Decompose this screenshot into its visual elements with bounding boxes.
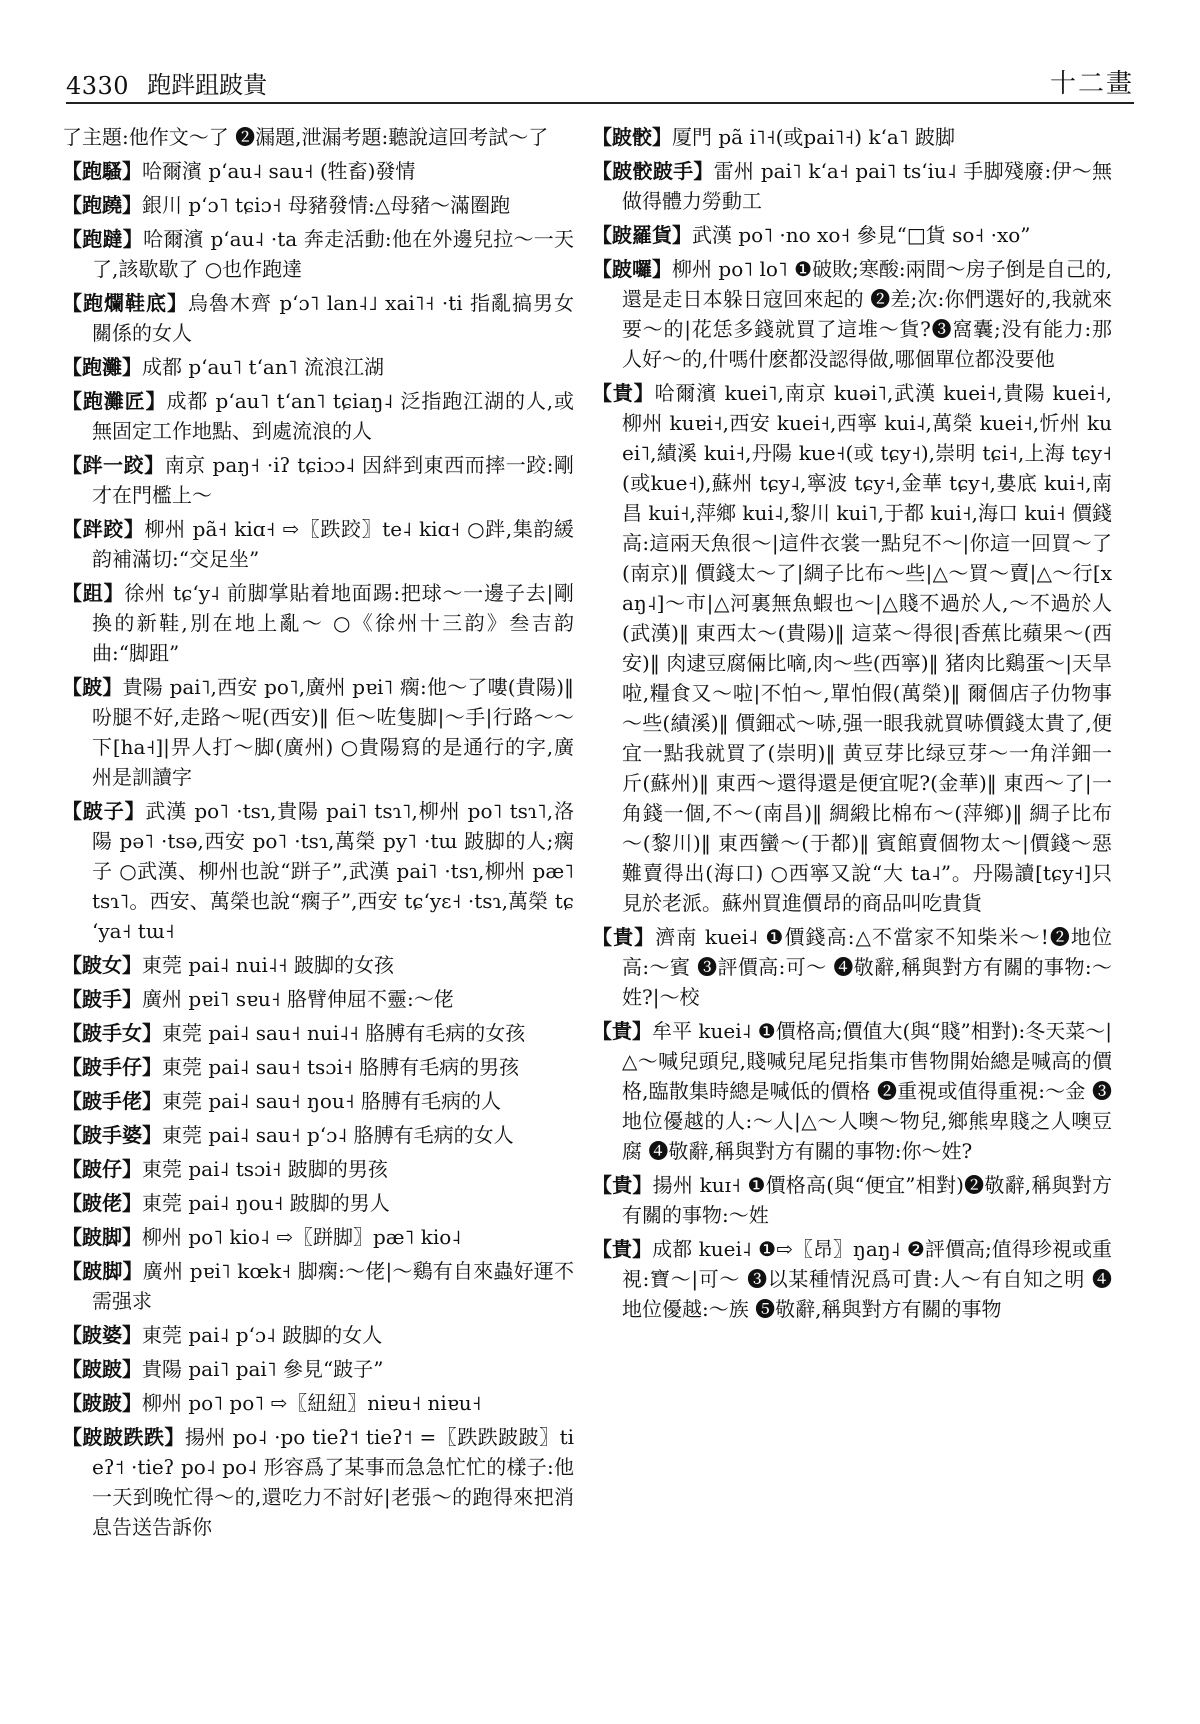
entry-definition: 成都 pʻau˥ tʻan˥ tɕiaŋ˨ 泛指跑江湖的人,或無固定工作地點、到處流浪的人 xyxy=(92,389,575,443)
entry-definition: 東莞 pai˨ nui˨˧ 跛脚的女孩 xyxy=(142,953,394,977)
dictionary-entry xyxy=(62,796,574,946)
header-headwords: 跑跘跙跛貴 xyxy=(147,71,268,99)
entry-headword: 【跛】 xyxy=(62,675,123,699)
entry-definition: 厦門 pã i˥˧(或pai˥˧) kʻa˥ 跛脚 xyxy=(672,125,955,149)
dictionary-entry xyxy=(62,950,574,980)
entry-headword: 【貴】 xyxy=(592,381,655,405)
entry-definition: 廣州 pɐi˥ kœk˧ 脚瘸:～佬|～鷄有自來蟲好運不需强求 xyxy=(92,1259,574,1313)
entry-headword: 【跑灘】 xyxy=(62,355,142,379)
entry-definition: 東莞 pai˨ ŋou˧ 跛脚的男人 xyxy=(142,1191,390,1215)
dictionary-entry xyxy=(62,1052,574,1082)
page-header xyxy=(66,60,1134,100)
dictionary-entry xyxy=(62,224,574,284)
entry-headword: 【跑爛鞋底】 xyxy=(62,291,188,315)
entry-headword: 【跑騷】 xyxy=(62,159,142,183)
dictionary-entry xyxy=(62,156,574,186)
entry-headword: 【跛脚】 xyxy=(62,1225,142,1249)
dictionary-entry xyxy=(62,1320,574,1350)
entry-headword: 【跑蹺】 xyxy=(62,193,142,217)
entry-headword: 【跛子】 xyxy=(62,799,146,823)
dictionary-entry xyxy=(592,254,1112,374)
entry-definition: 柳州 po˥ kio˨ ⇨〖跰脚〗pæ˥ kio˨ xyxy=(142,1225,462,1249)
dictionary-entry xyxy=(62,450,574,510)
entry-headword: 【跛手仔】 xyxy=(62,1055,162,1079)
dictionary-entry xyxy=(62,1018,574,1048)
dictionary-entry xyxy=(62,190,574,220)
dictionary-entry xyxy=(62,1388,574,1418)
entry-definition: 東莞 pai˨ sau˧ tsɔi˧ 胳膊有毛病的男孩 xyxy=(162,1055,520,1079)
entry-definition: 濟南 kuei˨ ❶價錢高:△不當家不知柴米～!❷地位高:～賓 ❸評價高:可～ ❹敬辭,稱與對方有關的事物:～姓?|～校 xyxy=(622,925,1112,1009)
entry-definition: 了主題:他作文～了 ❷漏題,泄漏考題:聽說這回考試～了 xyxy=(62,125,549,149)
entry-headword: 【跘跤】 xyxy=(62,517,145,541)
dictionary-entry xyxy=(62,1188,574,1218)
dictionary-entry xyxy=(62,352,574,382)
dictionary-entry xyxy=(592,1170,1112,1230)
entry-definition: 東莞 pai˨ sau˧ ŋou˧ 胳膊有毛病的人 xyxy=(162,1089,502,1113)
section-title: 十二畫 xyxy=(1049,69,1134,99)
dictionary-entry xyxy=(592,156,1112,216)
entry-headword: 【跛跛】 xyxy=(62,1357,142,1381)
dictionary-entry xyxy=(62,578,574,668)
dictionary-entry xyxy=(62,1222,574,1252)
entry-definition: 牟平 kuei˨ ❶價格高;價值大(與“賤”相對):冬天菜～|△～喊兒頭兒,賤喊兒尾兒指集市售物開始總是喊高的價格,臨散集時總是喊低的價格 ❷重視或值得重視:～金 ❸地位優越的人:～人|△～人噢～物兒,鄉熊卑賤之人噢豆腐 ❹敬辭,稱與對方有關的事物:你～姓? xyxy=(622,1019,1113,1163)
entry-definition: 廣州 pɐi˥ sɐu˧ 胳臂伸屈不靈:～佬 xyxy=(142,987,454,1011)
dictionary-entry xyxy=(592,1016,1112,1166)
dictionary-entry xyxy=(62,122,574,152)
entry-headword: 【貴】 xyxy=(592,1173,653,1197)
dictionary-entry xyxy=(62,1256,574,1316)
entry-headword: 【跛跛】 xyxy=(62,1391,142,1415)
entry-headword: 【跛手】 xyxy=(62,987,142,1011)
entry-headword: 【跛羅貨】 xyxy=(592,223,692,247)
entry-headword: 【跛手女】 xyxy=(62,1021,162,1045)
entry-headword: 【貴】 xyxy=(592,925,656,949)
entry-definition: 東莞 pai˨ tsɔi˧ 跛脚的男孩 xyxy=(142,1157,388,1181)
entry-headword: 【貴】 xyxy=(592,1019,652,1043)
left-column xyxy=(62,122,574,1546)
entry-headword: 【跛骹】 xyxy=(592,125,672,149)
entry-definition: 揚州 po˨ ·po tieʔ˦ tieʔ˦ =〖跌跌跛跛〗tieʔ˦ ·tieʔ po˨ po˨ 形容爲了某事而急急忙忙的樣子:他一天到晚忙得～的,還吃力不討好|老張～的跑得來把消息告送告訴你 xyxy=(92,1425,574,1539)
entry-definition: 南京 paŋ˧ ·iʔ tɕiɔɔ˨ 因絆到東西而摔一跤:剛才在門檻上～ xyxy=(92,453,575,507)
entry-definition: 哈爾濱 kuei˥,南京 kuəi˥,武漢 kuei˧,貴陽 kuei˧,柳州 kuɐi˧,西安 kuei˧,西寧 kui˨,萬榮 kuei˧,忻州 kuei˥,績溪 kui˧,丹陽 kue˧(或 tɕy˧),崇明 tɕi˧,上海 tɕy˧(或kue˧),蘇州 tɕy˨,寧波 tɕy˧,金華 tɕy˧,婁底 kui˧,南昌 kui˧,萍鄉 kui˨,黎川 kui˥,于都 kui˧,海口 kui˧ 價錢高:這兩天魚很～|這件衣裳一點兒不～|你這一回買～了(南京)‖ 價錢太～了|綢子比布～些|△～買～賣|△～行[xaŋ˨]～市|△河裏無魚蝦也～|△賤不過於人,～不過於人(武漢)‖ 東西太～(貴陽)‖ 這菜～得很|香蕉比蘋果～(西安)‖ 肉逮豆腐倆比嘀,肉～些(西寧)‖ 猪肉比鷄蛋～|天旱啦,糧食又～啦|不怕～,單怕假(萬榮)‖ 爾個店子仂物事～些(績溪)‖ 價鈿忒～哧,强一眼我就買哧價錢太貴了,便宜一點我就買了(崇明)‖ 黄豆芽比绿豆芽～一角洋鈿一斤(蘇州)‖ 東西～還得還是便宜呢?(金華)‖ 東西～了|一角錢一個,不～(南昌)‖ 綢緞比棉布～(萍鄉)‖ 綢子比布～(黎川)‖ 東西蠻～(于都)‖ 賓館賣個物太～|價錢～惡難賣得出(海口) ○西寧又說“大 ta˨”。丹陽讀[tɕy˧]只見於老派。蘇州買進價昂的商品叫吃貴貨 xyxy=(622,381,1113,915)
entry-definition: 貴陽 pai˥ pai˥ 參見“跛子” xyxy=(142,1357,384,1381)
entry-definition: 東莞 pai˨ pʻɔ˨ 跛脚的女人 xyxy=(142,1323,383,1347)
entry-headword: 【跛仔】 xyxy=(62,1157,142,1181)
entry-headword: 【跛跛跌跌】 xyxy=(62,1425,185,1449)
entry-definition: 柳州 po˥ po˥ ⇨〖紐紐〗niɐu˧ niɐu˧ xyxy=(142,1391,482,1415)
dictionary-entry xyxy=(62,1422,574,1542)
entry-definition: 東莞 pai˨ sau˧ pʻɔ˨ 胳膊有毛病的女人 xyxy=(162,1123,514,1147)
entry-headword: 【貴】 xyxy=(592,1237,653,1261)
dictionary-entry xyxy=(62,984,574,1014)
entry-headword: 【跛手佬】 xyxy=(62,1089,162,1113)
dictionary-entry xyxy=(62,672,574,792)
entry-definition: 成都 pʻau˥ tʻan˥ 流浪江湖 xyxy=(142,355,384,379)
entry-definition: 柳州 po˥ lo˥ ❶破敗;寒酸:兩間～房子倒是自己的,還是走日本躲日寇回來起的 ❷差;次:你們選好的,我就來要～的|花恁多錢就買了這堆～貨?❸窩囊;没有能力:那人好～的,什嗎什麽都没認得做,哪個單位都没要他 xyxy=(622,257,1113,371)
entry-headword: 【跛佬】 xyxy=(62,1191,142,1215)
dictionary-entry xyxy=(62,1120,574,1150)
right-column xyxy=(592,122,1112,1328)
entry-definition: 雷州 pai˥ kʻa˧ pai˥ tsʻiu˨ 手脚殘廢:伊～無做得體力勞動工 xyxy=(622,159,1113,213)
entry-headword: 【跛女】 xyxy=(62,953,142,977)
dictionary-entry xyxy=(62,1354,574,1384)
header-left xyxy=(66,65,267,100)
entry-headword: 【跙】 xyxy=(62,581,125,605)
entry-headword: 【跛脚】 xyxy=(62,1259,143,1283)
entry-definition: 成都 kuei˨ ❶⇨〖昂〗ŋaŋ˨ ❷評價高;值得珍視或重視:寶～|可～ ❸以某種情況爲可貴:人～有自知之明 ❹地位優越:～族 ❺敬辭,稱與對方有關的事物 xyxy=(622,1237,1112,1321)
page-number: 4330 xyxy=(66,72,130,100)
entry-headword: 【跛手婆】 xyxy=(62,1123,162,1147)
dictionary-entry xyxy=(592,1234,1112,1324)
dictionary-entry xyxy=(592,220,1112,250)
entry-definition: 徐州 tɕʻy˨ 前脚掌貼着地面踢:把球～一邊子去|剛換的新鞋,別在地上亂～ ○《徐州十三韵》叁吉韵曲:“脚跙” xyxy=(92,581,575,665)
entry-definition: 烏魯木齊 pʻɔ˥ lan˨˩ xai˥˧ ·ti 指亂搞男女關係的女人 xyxy=(92,291,574,345)
dictionary-entry xyxy=(592,122,1112,152)
header-rule xyxy=(66,102,1134,104)
dictionary-entry xyxy=(592,378,1112,918)
entry-headword: 【跛婆】 xyxy=(62,1323,142,1347)
entry-definition: 東莞 pai˨ sau˧ nui˨˧ 胳膊有毛病的女孩 xyxy=(162,1021,526,1045)
entry-headword: 【跛囉】 xyxy=(592,257,673,281)
dictionary-entry xyxy=(62,1086,574,1116)
dictionary-entry xyxy=(592,922,1112,1012)
entry-definition: 哈爾濱 pʻau˨ sau˧ (牲畜)發情 xyxy=(142,159,416,183)
entry-headword: 【跛骹跛手】 xyxy=(592,159,714,183)
entry-headword: 【跑灘匠】 xyxy=(62,389,167,413)
entry-definition: 柳州 pã˧ kiɑ˧ ⇨〖跌跤〗te˨ kiɑ˧ ○跘,集韵緩韵補滿切:“交足坐” xyxy=(92,517,574,571)
dictionary-entry xyxy=(62,288,574,348)
dictionary-entry xyxy=(62,386,574,446)
entry-definition: 哈爾濱 pʻau˨ ·ta 奔走活動:他在外邊兒拉～一天了,該歇歇了 ○也作跑達 xyxy=(92,227,575,281)
entry-definition: 銀川 pʻɔ˥ tɕiɔ˧ 母豬發情:△母豬～滿圈跑 xyxy=(142,193,511,217)
entry-definition: 武漢 po˥ ·tsɿ,貴陽 pai˥ tsɿ˥,柳州 po˥ tsɿ˥,洛陽 pə˥ ·tsə,西安 po˥ ·tsɿ,萬榮 py˥ ·tɯ 跛脚的人;瘸子 ○武漢、柳州也說“跰子”,武漢 pai˥ ·tsɿ,柳州 pæ˥ tsɿ˥。西安、萬榮也說“瘸子”,西安 tɕʻyɛ˧ ·tsɿ,萬榮 tɕʻya˧ tɯ˧ xyxy=(92,799,575,943)
dictionary-entry xyxy=(62,1154,574,1184)
entry-definition: 武漢 po˥ ·no xo˧ 參見“□貨 so˧ ·xo” xyxy=(692,223,1031,247)
entry-definition: 貴陽 pai˥,西安 po˥,廣州 pɐi˥ 瘸:他～了嘍(貴陽)‖ 吩腿不好,走路～呢(西安)‖ 佢～咗隻脚|～手|行路～～下[ha˧]|畀人打～脚(廣州) ○貴陽寫的是通行的字,廣州是訓讀字 xyxy=(92,675,575,789)
entry-definition: 揚州 kuɪ˧ ❶價格高(與“便宜”相對)❷敬辭,稱與對方有關的事物:～姓 xyxy=(622,1173,1112,1227)
entry-headword: 【跘一跤】 xyxy=(62,453,165,477)
dictionary-entry xyxy=(62,514,574,574)
entry-headword: 【跑躂】 xyxy=(62,227,144,251)
